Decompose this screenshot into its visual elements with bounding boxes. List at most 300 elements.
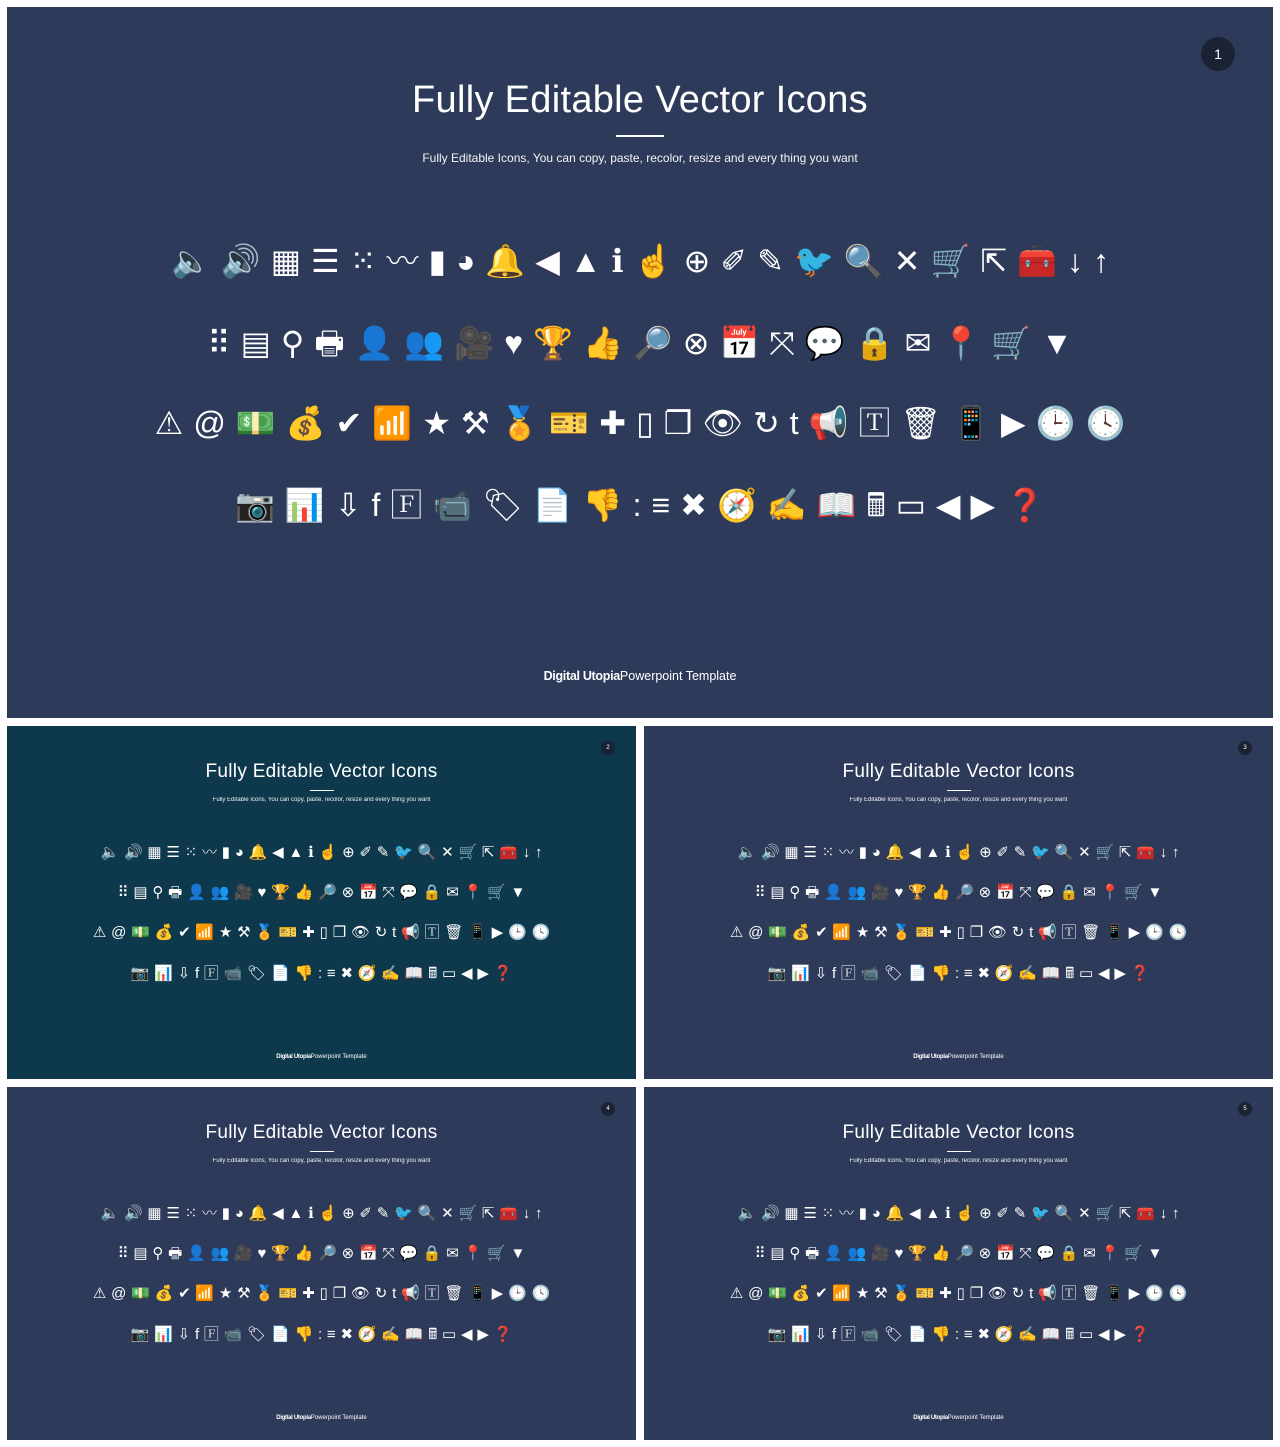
video-camera-icon: 🎥 (234, 1245, 253, 1262)
mobile-phone-icon: 📱 (1105, 924, 1124, 941)
app-grid-icon: ⠿ (754, 884, 766, 901)
info-icon: ℹ (611, 243, 624, 279)
facebook-icon: f (371, 487, 381, 523)
dotted-grid-icon: ⁙ (821, 1205, 835, 1222)
slide-title: Fully Editable Vector Icons (842, 761, 1075, 782)
newspaper-icon: ▤ (240, 325, 271, 361)
facebook-square-icon: 🄵 (390, 487, 423, 523)
document-icon: 📄 (271, 1326, 290, 1343)
award-ribbon-icon: 🏅 (255, 1285, 275, 1302)
zoom-out-icon: 🔎 (318, 884, 337, 901)
price-tag-icon: 🏷 (482, 487, 523, 523)
price-tag-icon: 🏷 (247, 965, 267, 982)
tablet-icon: ▯ (956, 1285, 965, 1302)
icon-row-3 (7, 407, 1273, 439)
checkmark-icon: ✔ (815, 1285, 828, 1302)
title-underline (947, 1151, 971, 1152)
rss-icon: 📶 (832, 924, 852, 941)
chat-bubble-icon: 💬 (399, 1245, 418, 1262)
phone-device-icon: ▭ (895, 487, 926, 523)
plus-icon: ✚ (302, 924, 315, 941)
arrow-down-icon: ↓ (1066, 243, 1083, 279)
app-grid-icon: ⠿ (117, 884, 129, 901)
mobile-phone-icon: 📱 (468, 924, 487, 941)
slide-4[interactable] (7, 1087, 636, 1440)
page-number-badge: 5 (1238, 1102, 1252, 1116)
speaker-low-icon: 🔈 (171, 243, 211, 279)
colon-icon: : (954, 1326, 960, 1343)
slide-subtitle: Fully Editable Icons, You can copy, paste, recolor, resize and every thing you want (212, 1158, 431, 1164)
page-number-badge: 1 (1201, 37, 1235, 71)
globe-icon: ⊕ (342, 844, 355, 861)
users-icon: 👥 (404, 325, 445, 361)
at-sign-icon: @ (748, 924, 764, 941)
heart-icon: ♥ (894, 1245, 904, 1262)
ticket-icon: 🎫 (915, 924, 935, 941)
bullet-list-icon: ☰ (166, 844, 180, 861)
star-icon: ★ (422, 405, 451, 441)
phone-device-icon: ▭ (442, 1326, 457, 1343)
rss-icon: 📶 (372, 405, 413, 441)
cart-icon: 🛒 (1124, 884, 1143, 901)
refresh-icon: ↻ (752, 405, 780, 441)
toolbox-icon: 🧰 (1136, 1205, 1155, 1222)
facebook-square-icon: 🄵 (203, 1326, 219, 1343)
tumblr-icon: t (1029, 924, 1034, 941)
help-circle-icon: ❓ (1005, 487, 1045, 523)
refresh-icon: ↻ (1011, 1285, 1025, 1302)
times-icon: ✖ (340, 965, 354, 982)
share-icon: ⇱ (1118, 844, 1132, 861)
cart-outline-icon: 🛒 (458, 844, 478, 861)
speaker-low-icon: 🔈 (100, 1205, 120, 1222)
mute-speaker-icon: ◀ (272, 844, 284, 861)
icon-row-2 (7, 1246, 636, 1261)
rss-icon: 📶 (195, 924, 215, 941)
security-camera-icon: 📹 (223, 1326, 243, 1343)
icon-row-3 (7, 925, 636, 940)
pencil-icon: ✎ (376, 844, 390, 861)
slide-subtitle: Fully Editable Icons, You can copy, paste, recolor, resize and every thing you want (849, 1158, 1068, 1164)
tools-icon: ⚒ (460, 405, 490, 441)
tumblr-square-icon: 🅃 (1061, 1285, 1077, 1302)
money-bag-icon: 💰 (285, 405, 326, 441)
pie-chart-icon: ◕ (234, 1205, 244, 1222)
brush-icon: ✐ (359, 1205, 372, 1222)
star-icon: ★ (855, 1285, 870, 1302)
brush-icon: ✐ (996, 1205, 1009, 1222)
magnifier-icon: ⚲ (280, 325, 305, 361)
caret-down-icon: ▼ (1147, 884, 1163, 901)
globe-icon: ⊕ (979, 1205, 992, 1222)
copy-icon: ❐ (332, 1285, 347, 1302)
camera-icon: 📷 (130, 1326, 150, 1343)
trash-basket-icon: 🗑 (900, 405, 942, 441)
megaphone-icon: 📢 (808, 405, 849, 441)
lock-icon: 🔒 (422, 884, 442, 901)
zoom-out-icon: 🔎 (318, 1245, 337, 1262)
bar-chart-icon: ▮ (221, 844, 231, 861)
slide-2[interactable] (7, 726, 636, 1079)
slide-1[interactable] (7, 7, 1273, 718)
facebook-square-icon: 🄵 (840, 965, 856, 982)
pencil-icon: ✎ (1013, 844, 1027, 861)
tumblr-icon: t (1029, 1285, 1034, 1302)
cart-outline-icon: 🛒 (458, 1205, 478, 1222)
caret-down-icon: ▼ (1041, 325, 1073, 361)
colon-icon: : (317, 1326, 323, 1343)
presentation-board-icon: 📊 (284, 487, 325, 523)
help-circle-icon: ❓ (1130, 965, 1150, 982)
price-tag-icon: 🏷 (247, 1326, 267, 1343)
trophy-icon: 🏆 (533, 325, 573, 361)
tumblr-square-icon: 🅃 (858, 405, 891, 441)
warning-icon: ⚠ (729, 924, 744, 941)
magnifier-icon: ⚲ (152, 1245, 164, 1262)
expand-icon: ⤧ (1019, 884, 1032, 901)
document-icon: 📄 (532, 487, 573, 523)
at-sign-icon: @ (193, 405, 226, 441)
camera-icon: 📷 (767, 965, 787, 982)
title-underline (310, 1151, 334, 1152)
speaker-high-icon: 🔊 (123, 1205, 143, 1222)
tumblr-square-icon: 🅃 (424, 924, 440, 941)
ticket-icon: 🎫 (278, 924, 298, 941)
zoom-in-icon: 🔍 (417, 844, 437, 861)
clock-icon: 🕒 (1144, 1285, 1164, 1302)
zoom-in-icon: 🔍 (1054, 844, 1074, 861)
icon-row-1 (644, 1206, 1273, 1221)
document-icon: 📄 (271, 965, 290, 982)
edit-icon: ✍ (381, 1326, 400, 1343)
bird-icon: 🐦 (793, 243, 834, 279)
calculator-icon: 🖩 (1065, 965, 1075, 982)
trend-line-icon: 〰 (201, 844, 217, 861)
shrink-icon: ✕ (1078, 1205, 1091, 1222)
document-icon: 📄 (908, 965, 927, 982)
close-circle-icon: ⊗ (341, 884, 355, 901)
user-icon: 👤 (187, 884, 206, 901)
brush-icon: ✐ (996, 844, 1009, 861)
pointer-hand-icon: ☝ (633, 243, 674, 279)
slide-title: Fully Editable Vector Icons (205, 1122, 438, 1143)
trash-basket-icon: 🗑 (1081, 924, 1101, 941)
plus-icon: ✚ (302, 1285, 315, 1302)
globe-icon: ⊕ (979, 844, 992, 861)
refresh-icon: ↻ (1011, 924, 1025, 941)
dotted-grid-icon: ⁙ (184, 844, 198, 861)
tumblr-icon: t (392, 924, 397, 941)
refresh-icon: ↻ (374, 1285, 388, 1302)
triangle-left-icon: ◀ (1097, 1326, 1110, 1343)
chat-bubble-icon: 💬 (804, 325, 845, 361)
footer-brand: Digital Utopia (543, 669, 620, 683)
calendar-icon: 📅 (358, 1245, 378, 1262)
megaphone-icon: 📢 (401, 924, 420, 941)
bell-icon: 🔔 (248, 844, 268, 861)
eject-icon: ▲ (288, 844, 304, 861)
bar-chart-icon: ▮ (858, 1205, 868, 1222)
newspaper-icon: ▤ (770, 1245, 785, 1262)
play-button-icon: ▶ (1001, 405, 1026, 441)
bullet-list-icon: ☰ (166, 1205, 180, 1222)
phone-device-icon: ▭ (1079, 1326, 1094, 1343)
icon-row-3 (644, 1286, 1273, 1301)
thumbs-down-icon: 👎 (931, 1326, 951, 1343)
facebook-icon: f (831, 965, 837, 982)
warning-icon: ⚠ (92, 924, 107, 941)
clock-icon: 🕒 (1035, 405, 1076, 441)
toolbox-icon: 🧰 (499, 1205, 518, 1222)
tumblr-icon: t (789, 405, 799, 441)
bullet-list-icon: ☰ (310, 243, 340, 279)
slide-subtitle: Fully Editable Icons, You can copy, paste, recolor, resize and every thing you want (422, 151, 858, 165)
tablet-icon: ▯ (956, 924, 965, 941)
video-camera-icon: 🎥 (871, 1245, 890, 1262)
compass-icon: 🧭 (716, 487, 757, 523)
shrink-icon: ✕ (441, 1205, 454, 1222)
triangle-right-icon: ▶ (970, 487, 996, 523)
eye-icon: 👁 (702, 405, 743, 441)
heart-icon: ♥ (257, 1245, 267, 1262)
zoom-out-icon: 🔎 (632, 325, 673, 361)
pie-chart-icon: ◕ (871, 1205, 881, 1222)
clock-icon: 🕒 (507, 924, 527, 941)
download-file-icon: ⇩ (177, 1326, 191, 1343)
users-icon: 👥 (210, 1245, 230, 1262)
bell-icon: 🔔 (248, 1205, 268, 1222)
money-bills-icon: 💵 (131, 924, 150, 941)
times-icon: ✖ (340, 1326, 354, 1343)
camera-icon: 📷 (130, 965, 150, 982)
info-icon: ℹ (308, 1205, 314, 1222)
shrink-icon: ✕ (893, 243, 921, 279)
bar-chart-icon: ▮ (428, 243, 447, 279)
speaker-high-icon: 🔊 (760, 1205, 780, 1222)
app-grid-icon: ⠿ (207, 325, 231, 361)
map-pin-icon: 📍 (1100, 884, 1120, 901)
video-camera-icon: 🎥 (234, 884, 253, 901)
align-left-icon: ≡ (651, 487, 671, 523)
money-bills-icon: 💵 (235, 405, 276, 441)
times-icon: ✖ (977, 965, 991, 982)
arrow-up-icon: ↑ (1172, 844, 1180, 861)
table-grid-icon: ▦ (147, 844, 162, 861)
rss-icon: 📶 (832, 1285, 852, 1302)
security-camera-icon: 📹 (860, 1326, 880, 1343)
bullet-list-icon: ☰ (803, 1205, 817, 1222)
slide-footer (644, 1054, 1273, 1060)
lock-icon: 🔒 (1059, 1245, 1079, 1262)
footer-brand: Digital Utopia (276, 1415, 311, 1421)
cart-icon: 🛒 (1124, 1245, 1143, 1262)
thumbs-up-icon: 👍 (582, 325, 623, 361)
colon-icon: : (954, 965, 960, 982)
mobile-phone-icon: 📱 (951, 405, 992, 441)
magnifier-icon: ⚲ (789, 884, 801, 901)
price-tag-icon: 🏷 (884, 1326, 904, 1343)
page-number-badge: 2 (601, 741, 615, 755)
pencil-icon: ✎ (376, 1205, 390, 1222)
compass-icon: 🧭 (994, 1326, 1014, 1343)
megaphone-icon: 📢 (1038, 924, 1057, 941)
speaker-high-icon: 🔊 (760, 844, 780, 861)
price-tag-icon: 🏷 (884, 965, 904, 982)
slide-3[interactable] (644, 726, 1273, 1079)
app-grid-icon: ⠿ (117, 1245, 129, 1262)
users-icon: 👥 (847, 884, 867, 901)
triangle-right-icon: ▶ (477, 1326, 489, 1343)
compass-icon: 🧭 (357, 965, 377, 982)
envelope-icon: ✉ (1083, 1245, 1096, 1262)
printer-icon: 🖶 (805, 884, 820, 901)
thumbs-up-icon: 👍 (294, 884, 314, 901)
arrow-up-icon: ↑ (535, 844, 543, 861)
tools-icon: ⚒ (237, 1285, 251, 1302)
bar-chart-icon: ▮ (221, 1205, 231, 1222)
share-icon: ⇱ (481, 1205, 495, 1222)
eye-icon: 👁 (987, 924, 1007, 941)
warning-icon: ⚠ (154, 405, 184, 441)
printer-icon: 🖶 (168, 884, 183, 901)
page-number-badge: 4 (601, 1102, 615, 1116)
trend-line-icon: 〰 (201, 1205, 217, 1222)
table-grid-icon: ▦ (784, 1205, 799, 1222)
megaphone-icon: 📢 (401, 1285, 420, 1302)
bar-chart-icon: ▮ (858, 844, 868, 861)
security-camera-icon: 📹 (223, 965, 243, 982)
triangle-left-icon: ◀ (460, 1326, 473, 1343)
star-icon: ★ (218, 924, 233, 941)
thumbs-down-icon: 👎 (582, 487, 623, 523)
pie-chart-icon: ◕ (234, 844, 244, 861)
envelope-icon: ✉ (1083, 884, 1096, 901)
money-bag-icon: 💰 (154, 1285, 174, 1302)
brush-icon: ✐ (720, 243, 748, 279)
triangle-left-icon: ◀ (935, 487, 961, 523)
pointer-hand-icon: ☝ (318, 1205, 338, 1222)
align-left-icon: ≡ (326, 1326, 336, 1343)
thumbs-up-icon: 👍 (931, 1245, 951, 1262)
users-icon: 👥 (847, 1245, 867, 1262)
presentation-board-icon: 📊 (791, 965, 810, 982)
cart-outline-icon: 🛒 (1095, 844, 1115, 861)
checkmark-icon: ✔ (178, 1285, 191, 1302)
checkmark-icon: ✔ (335, 405, 363, 441)
edit-icon: ✍ (1018, 1326, 1037, 1343)
security-camera-icon: 📹 (432, 487, 473, 523)
triangle-right-icon: ▶ (1114, 1326, 1126, 1343)
download-file-icon: ⇩ (177, 965, 191, 982)
clock-alt-icon: 🕓 (531, 924, 551, 941)
shrink-icon: ✕ (441, 844, 454, 861)
close-circle-icon: ⊗ (341, 1245, 355, 1262)
share-icon: ⇱ (980, 243, 1008, 279)
shrink-icon: ✕ (1078, 844, 1091, 861)
calendar-icon: 📅 (995, 884, 1015, 901)
phone-device-icon: ▭ (442, 965, 457, 982)
tumblr-square-icon: 🅃 (1061, 924, 1077, 941)
calculator-icon: 🖩 (1065, 1326, 1075, 1343)
facebook-icon: f (831, 1326, 837, 1343)
calendar-icon: 📅 (719, 325, 760, 361)
bell-icon: 🔔 (485, 243, 526, 279)
slide-5[interactable] (644, 1087, 1273, 1440)
trash-basket-icon: 🗑 (444, 1285, 464, 1302)
thumbs-down-icon: 👎 (931, 965, 951, 982)
mute-speaker-icon: ◀ (909, 1205, 921, 1222)
presentation-board-icon: 📊 (791, 1326, 810, 1343)
help-circle-icon: ❓ (493, 1326, 513, 1343)
thumbs-down-icon: 👎 (294, 965, 314, 982)
zoom-in-icon: 🔍 (417, 1205, 437, 1222)
toolbox-icon: 🧰 (1136, 844, 1155, 861)
phone-device-icon: ▭ (1079, 965, 1094, 982)
times-icon: ✖ (977, 1326, 991, 1343)
clock-icon: 🕒 (507, 1285, 527, 1302)
pointer-hand-icon: ☝ (318, 844, 338, 861)
globe-icon: ⊕ (342, 1205, 355, 1222)
speaker-low-icon: 🔈 (737, 1205, 757, 1222)
presentation-board-icon: 📊 (154, 1326, 173, 1343)
plus-icon: ✚ (599, 405, 627, 441)
arrow-down-icon: ↓ (522, 1205, 531, 1222)
eject-icon: ▲ (925, 844, 941, 861)
cart-outline-icon: 🛒 (1095, 1205, 1115, 1222)
warning-icon: ⚠ (92, 1285, 107, 1302)
star-icon: ★ (218, 1285, 233, 1302)
footer-suffix: Powerpoint Template (947, 1415, 1004, 1421)
arrow-up-icon: ↑ (1172, 1205, 1180, 1222)
triangle-right-icon: ▶ (477, 965, 489, 982)
pie-chart-icon: ◕ (871, 844, 881, 861)
user-icon: 👤 (354, 325, 395, 361)
play-button-icon: ▶ (491, 924, 504, 941)
icon-row-1 (7, 845, 636, 860)
facebook-square-icon: 🄵 (203, 965, 219, 982)
copy-icon: ❐ (332, 924, 347, 941)
magnifier-icon: ⚲ (789, 1245, 801, 1262)
arrow-down-icon: ↓ (1159, 1205, 1168, 1222)
book-icon: 📖 (1041, 1326, 1061, 1343)
printer-icon: 🖶 (314, 325, 345, 361)
info-icon: ℹ (945, 844, 951, 861)
user-icon: 👤 (824, 1245, 843, 1262)
heart-icon: ♥ (504, 325, 524, 361)
footer-suffix: Powerpoint Template (947, 1054, 1004, 1060)
footer-brand: Digital Utopia (276, 1054, 311, 1060)
slide-footer (7, 1415, 636, 1421)
download-file-icon: ⇩ (814, 1326, 828, 1343)
pointer-hand-icon: ☝ (955, 1205, 975, 1222)
money-bills-icon: 💵 (768, 1285, 787, 1302)
lock-icon: 🔒 (422, 1245, 442, 1262)
money-bag-icon: 💰 (154, 924, 174, 941)
map-pin-icon: 📍 (463, 1245, 483, 1262)
caret-down-icon: ▼ (510, 884, 526, 901)
presentation-board-icon: 📊 (154, 965, 173, 982)
eject-icon: ▲ (569, 243, 602, 279)
pencil-icon: ✎ (757, 243, 784, 279)
lock-icon: 🔒 (854, 325, 895, 361)
colon-icon: : (317, 965, 323, 982)
tools-icon: ⚒ (874, 924, 888, 941)
bell-icon: 🔔 (885, 1205, 905, 1222)
book-icon: 📖 (816, 487, 857, 523)
eye-icon: 👁 (350, 1285, 370, 1302)
copy-icon: ❐ (969, 924, 984, 941)
trend-line-icon: 〰 (838, 1205, 854, 1222)
